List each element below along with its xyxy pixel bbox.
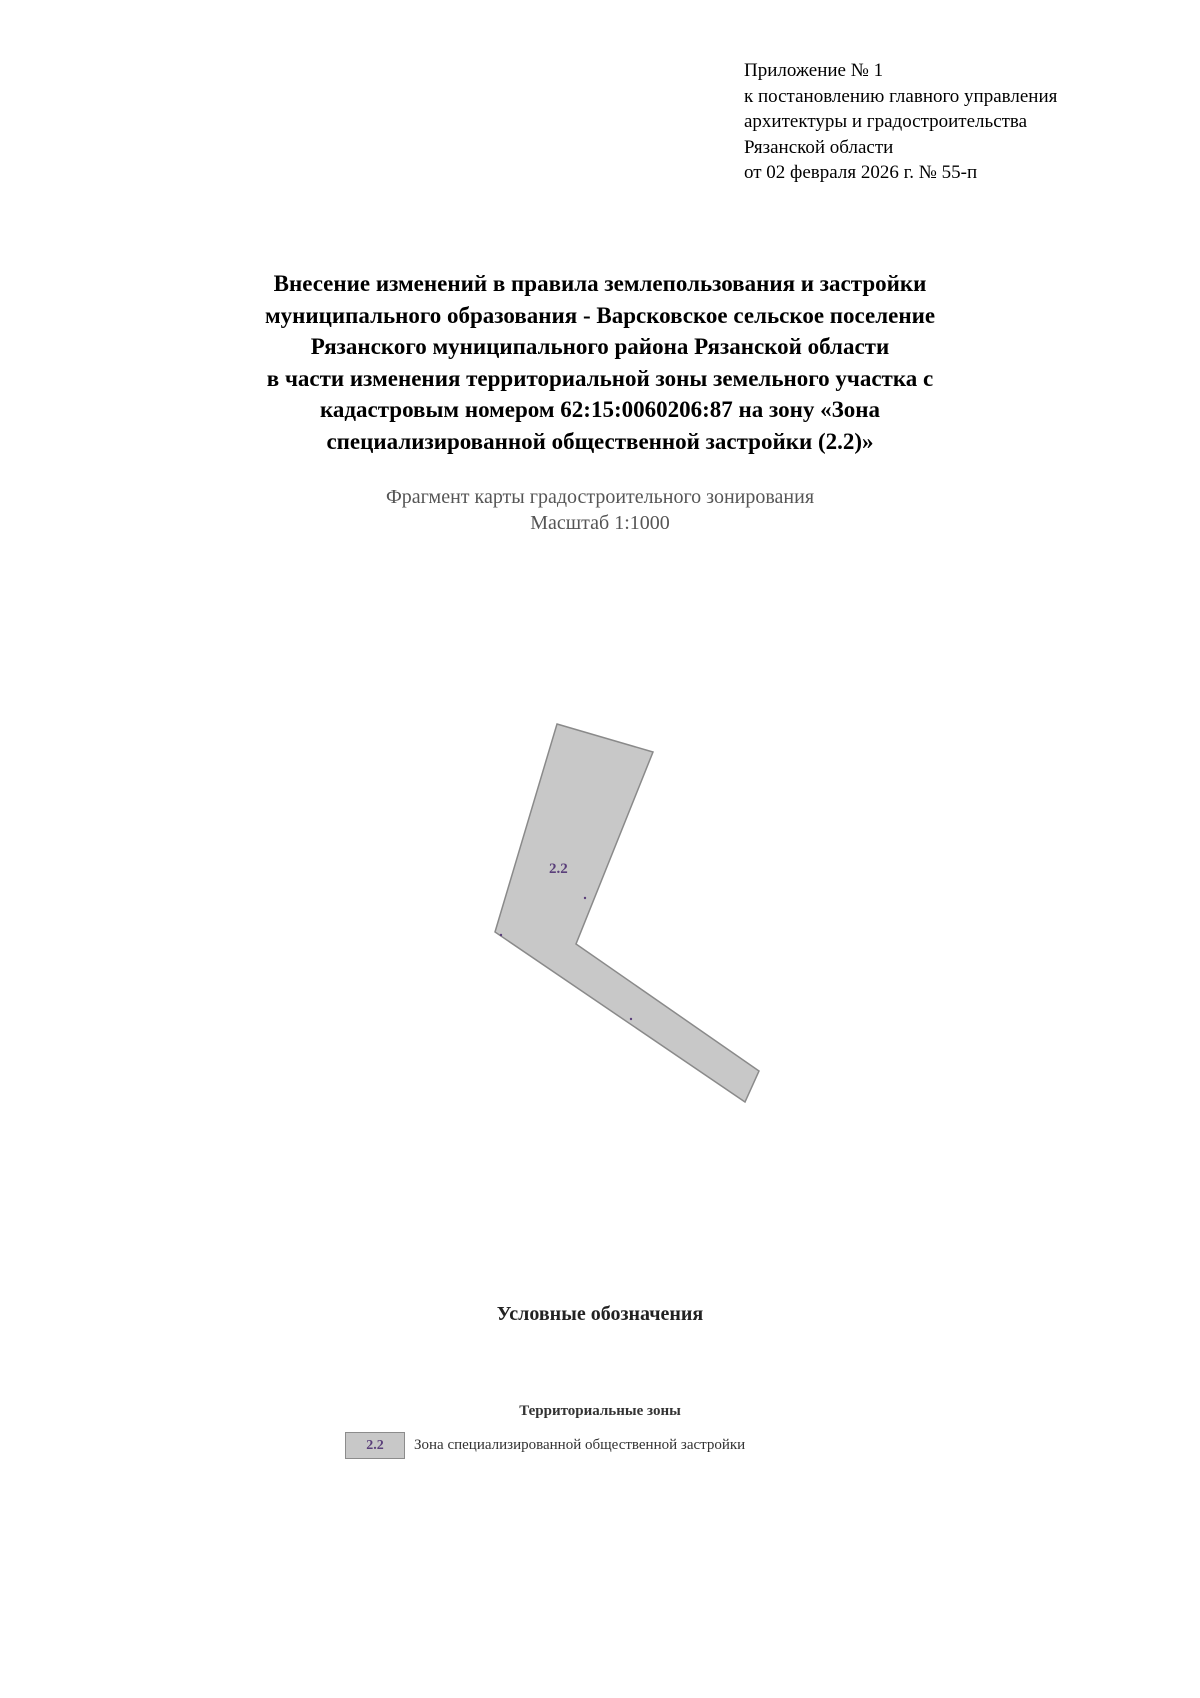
legend-heading: Условные обозначения	[496, 1303, 704, 1325]
legend-item	[345, 1432, 745, 1459]
title-line: в части изменения территориальной зоны земельного участка с	[266, 365, 934, 391]
map-subtitle	[100, 484, 1100, 536]
appendix-line: Рязанской области	[744, 136, 894, 158]
appendix-line: от 02 февраля 2026 г. № 55-п	[744, 162, 978, 183]
zone-parcel-shape[interactable]	[495, 724, 759, 1102]
title-line: Рязанского муниципального района Рязанской области	[310, 334, 890, 359]
zone-code-label: 2.2	[549, 861, 568, 877]
map-fragment-label: Фрагмент карты градостроительного зонирования	[385, 486, 815, 508]
appendix-line: Приложение № 1	[744, 60, 884, 81]
legend-group-title: Территориальные зоны	[519, 1403, 681, 1419]
title-line: специализированной общественной застройки (2.2)»	[326, 428, 874, 454]
title-line: Внесение изменений в правила землепользования и застройки	[273, 271, 927, 296]
legend-swatch: 2.2	[345, 1432, 405, 1459]
map-scale-label: Масштаб 1:1000	[530, 512, 670, 534]
appendix-block	[744, 58, 1057, 186]
document-title	[100, 268, 1100, 457]
appendix-line: к постановлению главного управления	[744, 85, 1058, 107]
legend-item-label: Зона специализированной общественной застройки	[414, 1437, 746, 1453]
title-line: кадастровым номером 62:15:0060206:87 на зону «Зона	[319, 397, 881, 422]
appendix-line: архитектуры и градостроительства	[744, 111, 1028, 132]
title-line: муниципального образования - Варсковское сельское поселение	[264, 302, 936, 328]
